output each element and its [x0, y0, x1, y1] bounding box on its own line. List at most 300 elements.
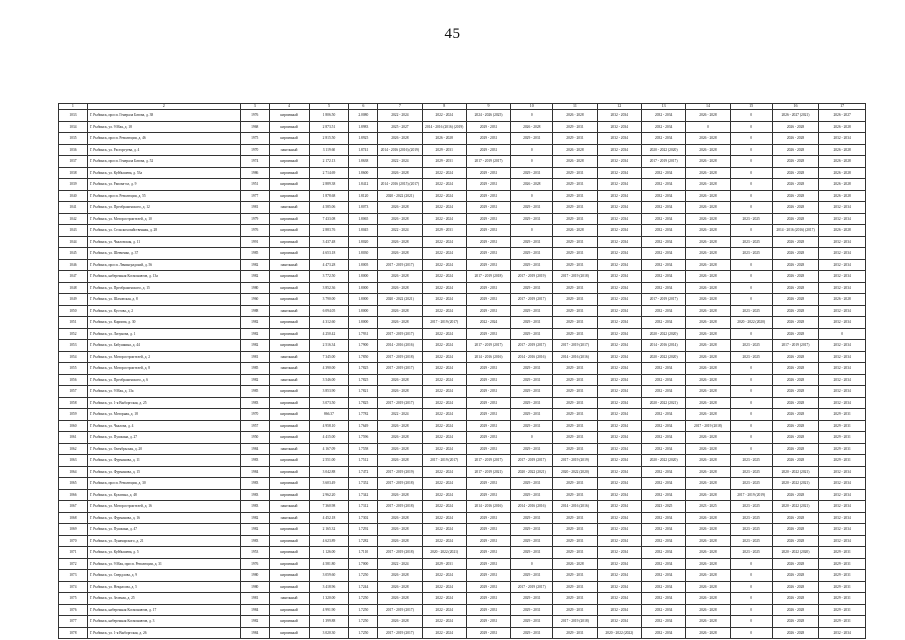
- table-cell: 2026 - 2028: [772, 294, 819, 306]
- table-cell: 1.8065: [349, 213, 378, 225]
- table-cell: 2022 - 2024: [422, 489, 466, 501]
- table-row: [59, 386, 866, 398]
- table-cell: 3 418.96: [309, 581, 349, 593]
- table-cell: 2022 - 2024: [422, 213, 466, 225]
- table-cell: 2029 - 2031: [511, 248, 553, 260]
- table-cell: 1.7292: [349, 524, 378, 536]
- table-cell: 1984: [240, 466, 269, 478]
- table-cell: 2026 - 2028: [819, 190, 866, 202]
- table-cell: 2032 - 2034: [819, 535, 866, 547]
- table-cell: 2032 - 2034: [597, 236, 641, 248]
- table-cell: 2026 - 2028: [686, 110, 730, 122]
- table-row: [59, 202, 866, 214]
- table-cell: 1983: [240, 535, 269, 547]
- table-cell: 2032 - 2034: [597, 478, 641, 490]
- table-cell: 2029 - 2031: [422, 225, 466, 237]
- table-cell: кирпичный: [269, 420, 309, 432]
- table-cell: 2023 - 2025: [730, 340, 772, 352]
- table-cell: 2032 - 2034: [597, 512, 641, 524]
- table-cell: 2032 - 2034: [597, 167, 641, 179]
- table-cell: 1049: [59, 294, 88, 306]
- table-cell: кирпичный: [269, 409, 309, 421]
- table-cell: кирпичный: [269, 190, 309, 202]
- table-cell: 2026 - 2028: [686, 478, 730, 490]
- schedule-table-wrapper: [58, 103, 866, 639]
- table-cell: 2029 - 2031: [466, 305, 510, 317]
- table-cell: 4 167.09: [309, 443, 349, 455]
- table-cell: 2022 - 2024: [422, 386, 466, 398]
- table-cell: 2026 - 2028: [378, 213, 422, 225]
- table-row: [59, 409, 866, 421]
- table-cell: 1.7250: [349, 570, 378, 582]
- table-cell: 2026 - 2028: [378, 282, 422, 294]
- table-cell: 2026 - 2028: [686, 133, 730, 145]
- table-cell: 1050: [59, 305, 88, 317]
- table-cell: 2014 - 2016 (2016): [553, 351, 597, 363]
- table-cell: 2029 - 2031: [466, 397, 510, 409]
- table-cell: 2017 - 2019 (2017): [772, 340, 819, 352]
- table-cell: 2020 - 2022 (2020): [641, 455, 685, 467]
- table-cell: 2032 - 2034: [641, 225, 685, 237]
- table-cell: 2029 - 2031: [553, 259, 597, 271]
- column-number-cell: 3: [240, 104, 269, 110]
- table-cell: 2022 - 2024: [422, 466, 466, 478]
- table-cell: 0: [730, 133, 772, 145]
- table-cell: 2026 - 2028: [511, 121, 553, 133]
- table-cell: 2020 - 2022 (2021): [422, 547, 466, 559]
- table-cell: 2026 - 2028: [378, 202, 422, 214]
- table-row: [59, 294, 866, 306]
- table-cell: 2022 - 2024: [422, 271, 466, 283]
- table-cell: 1980: [240, 581, 269, 593]
- table-cell: 2024 - 2026 (2025): [466, 110, 510, 122]
- table-cell: 1038: [59, 167, 88, 179]
- address-cell: Г. Рыбинск, ул. Сельскохозяйственная, д. 28: [87, 225, 240, 237]
- table-cell: 0: [511, 558, 553, 570]
- table-cell: 2022 - 2024: [422, 236, 466, 248]
- table-row: [59, 547, 866, 559]
- table-cell: 2032 - 2034: [641, 374, 685, 386]
- table-cell: 2029 - 2031: [511, 478, 553, 490]
- table-cell: 2032 - 2034: [597, 294, 641, 306]
- table-cell: панельный: [269, 501, 309, 513]
- table-cell: 2026 - 2028: [772, 259, 819, 271]
- table-cell: 1070: [59, 535, 88, 547]
- table-cell: 2026 - 2028: [772, 616, 819, 628]
- table-row: [59, 420, 866, 432]
- table-cell: 1.7596: [349, 432, 378, 444]
- table-cell: 0: [730, 581, 772, 593]
- table-cell: 1034: [59, 121, 88, 133]
- table-cell: 2022 - 2024: [422, 397, 466, 409]
- address-cell: Г. Рыбинск, ул. 1-я Выборгская, д. 26: [87, 627, 240, 639]
- table-cell: 2029 - 2031: [466, 558, 510, 570]
- table-cell: 2029 - 2031: [553, 236, 597, 248]
- table-cell: 2029 - 2031: [553, 386, 597, 398]
- table-cell: 2017 - 2019 (2017): [553, 340, 597, 352]
- table-row: [59, 144, 866, 156]
- table-cell: 1062: [59, 443, 88, 455]
- table-cell: 2032 - 2034: [641, 593, 685, 605]
- table-cell: 2029 - 2031: [553, 328, 597, 340]
- table-cell: 2026 - 2028: [511, 179, 553, 191]
- table-cell: 0: [730, 156, 772, 168]
- table-cell: кирпичный: [269, 386, 309, 398]
- table-cell: 0: [730, 374, 772, 386]
- table-cell: 2032 - 2034: [819, 524, 866, 536]
- table-cell: 1985: [240, 363, 269, 375]
- table-cell: 2026 - 2028: [686, 581, 730, 593]
- table-cell: 1037: [59, 156, 88, 168]
- table-cell: 2029 - 2031: [511, 604, 553, 616]
- table-cell: 2022 - 2024: [466, 317, 510, 329]
- table-cell: 3 853.90: [309, 386, 349, 398]
- table-cell: 2029 - 2031: [511, 374, 553, 386]
- table-cell: 1982: [240, 374, 269, 386]
- column-number-cell: 7: [378, 104, 422, 110]
- table-cell: 1.8073: [349, 202, 378, 214]
- table-cell: 2026 - 2028: [686, 489, 730, 501]
- table-cell: 0: [511, 190, 553, 202]
- table-cell: 2032 - 2034: [819, 202, 866, 214]
- table-cell: 2032 - 2034: [597, 144, 641, 156]
- table-cell: 1.7312: [349, 501, 378, 513]
- table-cell: кирпичный: [269, 558, 309, 570]
- table-cell: 1970: [240, 144, 269, 156]
- table-cell: 2032 - 2034: [597, 328, 641, 340]
- table-cell: 2023 - 2025: [730, 305, 772, 317]
- table-row: [59, 156, 866, 168]
- address-cell: Г. Рыбинск, ул. Моторостроителей, д. 8: [87, 363, 240, 375]
- address-cell: Г. Рыбинск, ул. 9 Мая, просп. Революции, д. 31: [87, 558, 240, 570]
- table-cell: 2032 - 2034: [819, 512, 866, 524]
- address-cell: Г. Рыбинск, набережная Космонавтов, д. 17: [87, 604, 240, 616]
- table-cell: 2032 - 2034: [819, 340, 866, 352]
- table-cell: 1.7782: [349, 409, 378, 421]
- table-cell: 6 094.05: [309, 305, 349, 317]
- table-cell: кирпичный: [269, 236, 309, 248]
- table-cell: 2032 - 2034: [641, 570, 685, 582]
- table-cell: 2026 - 2028: [686, 466, 730, 478]
- table-cell: 2029 - 2031: [466, 616, 510, 628]
- table-cell: 1970: [240, 409, 269, 421]
- table-cell: 2017 - 2019 (2018): [686, 420, 730, 432]
- table-cell: 1.8000: [349, 294, 378, 306]
- table-cell: 2029 - 2031: [466, 363, 510, 375]
- table-cell: 2029 - 2031: [553, 604, 597, 616]
- table-row: [59, 305, 866, 317]
- table-cell: 2022 - 2024: [422, 627, 466, 639]
- table-cell: 1.7900: [349, 340, 378, 352]
- table-cell: 2022 - 2024: [378, 156, 422, 168]
- table-cell: 1.7850: [349, 351, 378, 363]
- table-cell: 2029 - 2031: [466, 248, 510, 260]
- table-row: [59, 317, 866, 329]
- table-cell: кирпичный: [269, 248, 309, 260]
- table-row: [59, 466, 866, 478]
- table-cell: 2026 - 2028: [686, 259, 730, 271]
- table-cell: 1981: [240, 202, 269, 214]
- table-cell: 2029 - 2031: [553, 420, 597, 432]
- address-cell: Г. Рыбинск, ул. Куйбышева, д. 5: [87, 547, 240, 559]
- table-cell: 1033: [59, 110, 88, 122]
- table-cell: 2032 - 2034: [597, 443, 641, 455]
- table-cell: 2032 - 2034: [819, 213, 866, 225]
- table-cell: 2022 - 2024: [422, 202, 466, 214]
- table-cell: 2026 - 2028: [819, 294, 866, 306]
- table-row: [59, 524, 866, 536]
- table-cell: 2032 - 2034: [597, 386, 641, 398]
- table-cell: 2029 - 2031: [466, 409, 510, 421]
- table-cell: 1981: [240, 593, 269, 605]
- table-cell: 1.7250: [349, 627, 378, 639]
- table-cell: 2026 - 2028: [772, 144, 819, 156]
- table-cell: 2026 - 2028: [553, 156, 597, 168]
- table-cell: 2029 - 2031: [819, 455, 866, 467]
- table-cell: 2029 - 2031: [466, 570, 510, 582]
- table-cell: 2026 - 2028: [686, 604, 730, 616]
- table-cell: 2026 - 2028: [686, 409, 730, 421]
- table-cell: кирпичный: [269, 570, 309, 582]
- table-cell: 4 390.00: [309, 363, 349, 375]
- table-cell: 1.7931: [349, 328, 378, 340]
- table-cell: 2026 - 2028: [772, 627, 819, 639]
- table-cell: 0: [730, 616, 772, 628]
- table-cell: 0: [819, 328, 866, 340]
- table-cell: 1.7558: [349, 443, 378, 455]
- table-cell: 2026 - 2028: [686, 271, 730, 283]
- table-cell: 2026 - 2028: [378, 305, 422, 317]
- table-cell: 2029 - 2031: [819, 432, 866, 444]
- table-cell: 2026 - 2028: [772, 317, 819, 329]
- table-cell: 2014 - 2016 (2016) (2019): [422, 121, 466, 133]
- table-cell: 1076: [59, 604, 88, 616]
- table-cell: 1052: [59, 328, 88, 340]
- table-cell: 2029 - 2031: [466, 627, 510, 639]
- address-cell: Г. Рыбинск, ул. Октябрьская, д. 20: [87, 443, 240, 455]
- table-cell: 2029 - 2031: [553, 535, 597, 547]
- table-cell: 2029 - 2031: [466, 581, 510, 593]
- table-cell: 2032 - 2034: [819, 466, 866, 478]
- table-cell: 2029 - 2031: [511, 397, 553, 409]
- table-cell: 3 603.49: [309, 478, 349, 490]
- table-cell: 2014 - 2016 (2016): [553, 501, 597, 513]
- table-cell: 2026 - 2028: [686, 190, 730, 202]
- table-cell: 2029 - 2031: [553, 593, 597, 605]
- table-cell: 4 250.42: [309, 328, 349, 340]
- table-cell: 2026 - 2028: [772, 363, 819, 375]
- table-cell: 1984: [240, 604, 269, 616]
- table-cell: 2017 - 2019 (2017): [641, 294, 685, 306]
- table-cell: 2022 - 2024: [422, 363, 466, 375]
- table-cell: 2017 - 2019 (2017): [466, 340, 510, 352]
- table-cell: 2020 - 2022 (2020): [641, 144, 685, 156]
- column-number-cell: 17: [819, 104, 866, 110]
- table-cell: 2022 - 2024: [422, 248, 466, 260]
- table-cell: 2029 - 2031: [553, 305, 597, 317]
- table-cell: 2017 - 2019 (2018): [553, 271, 597, 283]
- address-cell: Г. Рыбинск, ул. Куйбышева, д. 53а: [87, 167, 240, 179]
- table-cell: 2032 - 2034: [641, 604, 685, 616]
- table-cell: 0: [730, 167, 772, 179]
- table-cell: 2029 - 2031: [511, 420, 553, 432]
- table-cell: 1078: [59, 627, 88, 639]
- table-cell: 2029 - 2031: [511, 282, 553, 294]
- table-cell: 2032 - 2034: [597, 409, 641, 421]
- table-cell: 2029 - 2031: [511, 489, 553, 501]
- table-cell: 0: [730, 386, 772, 398]
- table-cell: 2023 - 2025: [730, 512, 772, 524]
- table-cell: 3 119.60: [309, 144, 349, 156]
- table-cell: 2026 - 2028: [772, 535, 819, 547]
- table-cell: 2032 - 2034: [597, 190, 641, 202]
- table-cell: 2026 - 2028: [772, 409, 819, 421]
- table-cell: 2029 - 2031: [466, 547, 510, 559]
- table-cell: кирпичный: [269, 340, 309, 352]
- table-cell: 2014 - 2016 (2016) (2019): [378, 144, 422, 156]
- table-cell: 0: [730, 282, 772, 294]
- table-cell: кирпичный: [269, 110, 309, 122]
- table-cell: 2029 - 2031: [511, 386, 553, 398]
- table-cell: 1047: [59, 271, 88, 283]
- table-cell: панельный: [269, 351, 309, 363]
- table-cell: 2032 - 2034: [641, 535, 685, 547]
- table-cell: 2020 - 2022 (2020): [641, 328, 685, 340]
- table-cell: 4 991.90: [309, 604, 349, 616]
- table-cell: кирпичный: [269, 294, 309, 306]
- table-cell: кирпичный: [269, 478, 309, 490]
- table-cell: 2025 - 2027: [378, 121, 422, 133]
- table-cell: 2029 - 2031: [511, 627, 553, 639]
- table-cell: 3 852.36: [309, 282, 349, 294]
- table-cell: 1 878.68: [309, 190, 349, 202]
- table-cell: 2017 - 2019 (2018): [378, 547, 422, 559]
- table-row: [59, 616, 866, 628]
- table-cell: 2026 - 2028: [772, 248, 819, 260]
- table-cell: 1.8600: [349, 167, 378, 179]
- table-cell: кирпичный: [269, 213, 309, 225]
- table-cell: 0: [511, 225, 553, 237]
- table-cell: 2029 - 2031: [466, 478, 510, 490]
- table-cell: 0: [730, 409, 772, 421]
- column-number-cell: 4: [269, 104, 309, 110]
- address-cell: Г. Рыбинск, ул. Преображенского, д. 6: [87, 374, 240, 386]
- table-cell: 1982: [240, 512, 269, 524]
- table-cell: 2022 - 2024: [422, 305, 466, 317]
- table-cell: 2029 - 2031: [466, 236, 510, 248]
- table-cell: 1.8000: [349, 282, 378, 294]
- table-cell: 2026 - 2028: [686, 317, 730, 329]
- table-cell: 1.7110: [349, 547, 378, 559]
- address-cell: Г. Рыбинск, просп. Революции, д. 46: [87, 133, 240, 145]
- table-cell: 2022 - 2024: [422, 409, 466, 421]
- table-cell: 2032 - 2034: [819, 133, 866, 145]
- table-cell: 2032 - 2034: [641, 236, 685, 248]
- table-cell: 4 623.89: [309, 535, 349, 547]
- column-number-cell: 14: [686, 104, 730, 110]
- table-cell: 2032 - 2034: [641, 616, 685, 628]
- table-row: [59, 167, 866, 179]
- table-cell: 0: [730, 397, 772, 409]
- table-cell: 2032 - 2034: [641, 409, 685, 421]
- table-cell: 1985: [240, 248, 269, 260]
- table-cell: 2026 - 2028: [686, 627, 730, 639]
- table-row: [59, 328, 866, 340]
- table-cell: 2026 - 2028: [686, 213, 730, 225]
- table-cell: 2032 - 2034: [641, 443, 685, 455]
- table-cell: 0: [730, 570, 772, 582]
- address-cell: Г. Рыбинск, ул. Зеленая, д. 25: [87, 593, 240, 605]
- table-cell: 1.8412: [349, 179, 378, 191]
- table-cell: 2029 - 2031: [466, 593, 510, 605]
- table-cell: 1983: [240, 489, 269, 501]
- table-cell: 1960: [240, 294, 269, 306]
- table-cell: 2032 - 2034: [641, 581, 685, 593]
- table-cell: 0: [730, 294, 772, 306]
- table-cell: 2032 - 2034: [597, 604, 641, 616]
- table-cell: 0: [730, 179, 772, 191]
- table-cell: кирпичный: [269, 432, 309, 444]
- table-cell: 2029 - 2031: [553, 317, 597, 329]
- table-cell: 1.7342: [349, 489, 378, 501]
- table-cell: 2026 - 2028: [819, 156, 866, 168]
- table-cell: 2026 - 2028: [772, 202, 819, 214]
- table-cell: 1055: [59, 363, 88, 375]
- table-cell: 2029 - 2031: [466, 282, 510, 294]
- table-cell: 2029 - 2031: [466, 202, 510, 214]
- table-cell: 2029 - 2031: [553, 524, 597, 536]
- table-cell: панельный: [269, 512, 309, 524]
- table-cell: 1986: [240, 167, 269, 179]
- table-cell: 2032 - 2034: [597, 466, 641, 478]
- table-cell: кирпичный: [269, 225, 309, 237]
- table-cell: 1040: [59, 190, 88, 202]
- table-cell: 2017 - 2019 (2017): [641, 156, 685, 168]
- table-cell: 2022 - 2024: [422, 374, 466, 386]
- table-cell: 2026 - 2028: [686, 202, 730, 214]
- table-cell: 2026 - 2028: [819, 144, 866, 156]
- table-cell: 2026 - 2028: [686, 616, 730, 628]
- table-cell: 2032 - 2034: [597, 455, 641, 467]
- address-cell: Г. Рыбинск, ул. Чкалова, д. 4: [87, 420, 240, 432]
- table-cell: 2032 - 2034: [819, 351, 866, 363]
- address-cell: Г. Рыбинск, ул. Карпова, д. 30: [87, 317, 240, 329]
- table-cell: 2029 - 2031: [511, 363, 553, 375]
- table-row: [59, 190, 866, 202]
- table-cell: 2017 - 2019 (2021): [466, 466, 510, 478]
- table-cell: 1.7825: [349, 397, 378, 409]
- table-cell: 2023 - 2025: [730, 455, 772, 467]
- table-cell: 2026 - 2028: [772, 305, 819, 317]
- table-cell: 2029 - 2031: [819, 570, 866, 582]
- table-cell: 2029 - 2031: [466, 535, 510, 547]
- table-cell: 1.8030: [349, 248, 378, 260]
- table-cell: 1.8120: [349, 190, 378, 202]
- table-cell: 2032 - 2034: [641, 478, 685, 490]
- table-cell: 2026 - 2028: [772, 156, 819, 168]
- table-cell: 2026 - 2028: [772, 351, 819, 363]
- table-cell: 1 806.50: [309, 110, 349, 122]
- table-cell: 2029 - 2031: [511, 202, 553, 214]
- address-cell: Г. Рыбинск, ул. Моторная, д. 18: [87, 409, 240, 421]
- table-cell: 0: [686, 121, 730, 133]
- table-cell: 2026 - 2028: [772, 179, 819, 191]
- table-cell: 1063: [59, 455, 88, 467]
- table-cell: 2.0080: [349, 110, 378, 122]
- table-cell: 2026 - 2028: [378, 535, 422, 547]
- table-cell: 2029 - 2031: [466, 604, 510, 616]
- address-cell: Г. Рыбинск, ул. Шаховская, д. 8: [87, 294, 240, 306]
